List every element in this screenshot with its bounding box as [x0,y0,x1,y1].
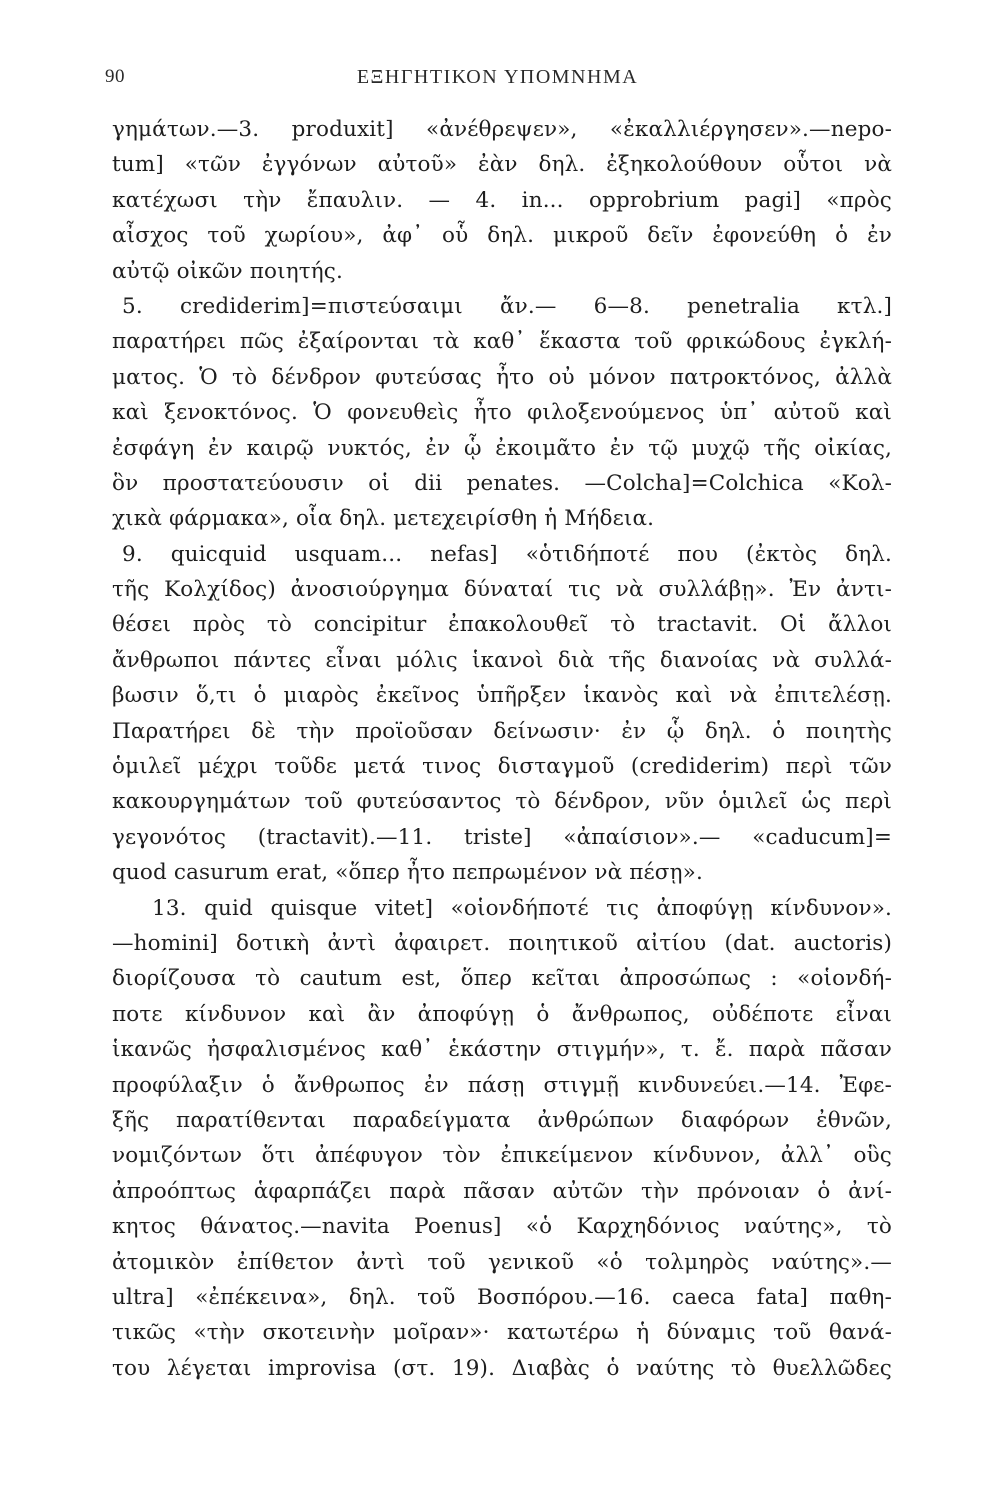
text-line: ultra] «ἐπέκεινα», δηλ. τοῦ Βοσπόρου.—16. caeca fata] παθη- [112,1284,892,1310]
text-line: τικῶς «τὴν σκοτεινὴν μοῖραν»· κατωτέρω ἡ δύναμις τοῦ θανά- [112,1320,892,1346]
text-line: ἱκανῶς ἠσφαλισμένος καθ᾽ ἑκάστην στιγμήν», τ. ἔ. παρὰ πᾶσαν [112,1037,892,1063]
text-line: κακουργημάτων τοῦ φυτεύσαντος τὸ δένδρον, νῦν ὁμιλεῖ ὡς περὶ [112,789,892,815]
text-line: κατέχωσι τὴν ἔπαυλιν. — 4. in... opprobrium pagi] «πρὸς [112,187,892,213]
running-head: ΕΞΗΓΗΤΙΚΟΝ ΥΠΟΜΝΗΜΑ [356,66,639,88]
text-line: ἐσφάγη ἐν καιρῷ νυκτός, ἐν ᾧ ἐκοιμᾶτο ἐν τῷ μυχῷ τῆς οἰκίας, [112,435,892,461]
text-line: προφύλαξιν ὁ ἄνθρωπος ἐν πάσῃ στιγμῇ κινδυνεύει.—14. Ἐφε- [112,1072,892,1098]
page-number: 90 [105,66,125,87]
text-line: 5. crediderim]=πιστεύσαιμι ἄν.— 6—8. penetralia κτλ.] [122,293,892,319]
text-line: κητος θάνατος.—navita Poenus] «ὁ Καρχηδόνιος ναύτης», τὸ [112,1214,892,1240]
text-line: αὐτῷ οἰκῶν ποιητής. [112,258,343,284]
text-line: καὶ ξενοκτόνος. Ὁ φονευθεὶς ἦτο φιλοξενούμενος ὑπ᾽ αὐτοῦ καὶ [112,400,892,426]
page-header [105,66,890,100]
text-line: νομιζόντων ὅτι ἀπέφυγον τὸν ἐπικείμενον κίνδυνον, ἀλλ᾽ οὓς [112,1143,892,1169]
text-line: 9. quicquid usquam... nefas] «ὁτιδήποτέ που (ἐκτὸς δηλ. [122,541,892,567]
commentary-body [112,112,892,1386]
text-line: θέσει πρὸς τὸ concipitur ἐπακολουθεῖ τὸ tractavit. Οἱ ἄλλοι [112,612,892,638]
text-line: ποτε κίνδυνον καὶ ἂν ἀποφύγῃ ὁ ἄνθρωπος, οὐδέποτε εἶναι [112,1001,892,1027]
text-line: Παρατήρει δὲ τὴν προϊοῦσαν δείνωσιν· ἐν ᾧ δηλ. ὁ ποιητὴς [112,718,892,744]
text-line: ἀπροόπτως ἁφαρπάζει παρὰ πᾶσαν αὐτῶν τὴν πρόνοιαν ὁ ἀνί- [112,1178,892,1204]
text-line: γεγονότος (tractavit).—11. triste] «ἀπαίσιον».— «caducum]= [112,824,892,850]
text-line: γημάτων.—3. produxit] «ἀνέθρεψεν», «ἐκαλλιέργησεν».—nepo- [112,117,892,142]
text-line: ὁμιλεῖ μέχρι τοῦδε μετά τινος δισταγμοῦ (crediderim) περὶ τῶν [112,754,892,780]
text-line: ἀτομικὸν ἐπίθετον ἀντὶ τοῦ γενικοῦ «ὁ τολμηρὸς ναύτης».— [112,1249,892,1275]
text-line: ματος. Ὁ τὸ δένδρον φυτεύσας ἦτο οὐ μόνον πατροκτόνος, ἀλλὰ [112,364,892,390]
text-line: του λέγεται improvisa (στ. 19). Διαβὰς ὁ ναύτης τὸ θυελλῶδες [112,1355,892,1381]
text-line: ξῆς παρατίθενται παραδείγματα ἀνθρώπων διαφόρων ἐθνῶν, [112,1107,892,1133]
text-line: ἄνθρωποι πάντες εἶναι μόλις ἱκανοὶ διὰ τῆς διανοίας νὰ συλλά- [112,647,892,673]
text-line: quod casurum erat, «ὅπερ ἦτο πεπρωμένον νὰ πέσῃ». [112,860,703,886]
text-line: παρατήρει πῶς ἐξαίρονται τὰ καθ᾽ ἕκαστα τοῦ φρικώδους ἐγκλή- [112,329,892,355]
text-line: 13. quid quisque vitet] «οἱονδήποτέ τις ἀποφύγῃ κίνδυνον». [152,895,892,921]
text-line: tum] «τῶν ἐγγόνων αὐτοῦ» ἐὰν δηλ. ἐξηκολούθουν οὗτοι νὰ [112,152,892,178]
text-line: αἶσχος τοῦ χωρίου», ἀφ᾽ οὗ δηλ. μικροῦ δεῖν ἐφονεύθη ὁ ἐν [112,223,892,249]
text-line: ὃν προστατεύουσιν οἱ dii penates. —Colcha]=Colchica «Κολ- [112,470,892,496]
text-line: τῆς Κολχίδος) ἀνοσιούργημα δύναταί τις νὰ συλλάβῃ». Ἐν ἀντι- [112,577,892,603]
text-line: διορίζουσα τὸ cautum est, ὅπερ κεῖται ἀπροσώπως : «οἱονδή- [112,966,892,992]
text-line: —homini] δοτικὴ ἀντὶ ἀφαιρετ. ποιητικοῦ αἰτίου (dat. auctoris) [112,930,892,956]
text-line: χικὰ φάρμακα», οἷα δηλ. μετεχειρίσθη ἡ Μήδεια. [112,506,655,532]
text-line: βωσιν ὅ,τι ὁ μιαρὸς ἐκεῖνος ὑπῆρξεν ἱκανὸς καὶ νὰ ἐπιτελέσῃ. [112,683,892,709]
